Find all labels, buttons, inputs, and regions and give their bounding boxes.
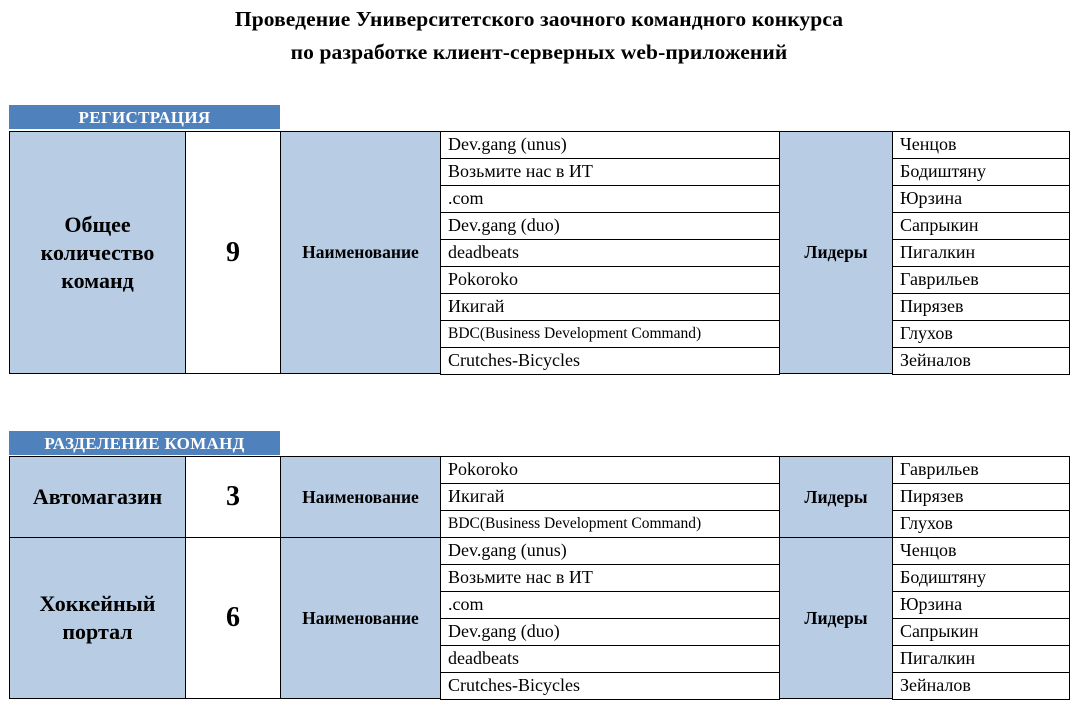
team-name-cell: Crutches-Bicycles bbox=[440, 672, 780, 700]
leader-name-cell: Сапрыкин bbox=[892, 212, 1070, 240]
leader-name-cell: Ченцов bbox=[892, 537, 1070, 565]
total-teams-label: Общее количество команд bbox=[9, 131, 186, 374]
leader-name-cell: Пигалкин bbox=[892, 645, 1070, 673]
team-name-cell: deadbeats bbox=[440, 645, 780, 673]
leader-name-cell: Зейналов bbox=[892, 672, 1070, 700]
team-name-cell: Dev.gang (duo) bbox=[440, 618, 780, 646]
team-name-cell: Pokoroko bbox=[440, 266, 780, 294]
leader-name-cell: Глухов bbox=[892, 320, 1070, 348]
team-name-cell: Dev.gang (duo) bbox=[440, 212, 780, 240]
leader-name-cell: Пирязев bbox=[892, 293, 1070, 321]
leader-name-cell: Глухов bbox=[892, 510, 1070, 538]
team-name-cell: Crutches-Bicycles bbox=[440, 347, 780, 375]
leader-name-cell: Бодиштяну bbox=[892, 564, 1070, 592]
leader-name-cell: Сапрыкин bbox=[892, 618, 1070, 646]
title-line-2: по разработке клиент-серверных web-приложений bbox=[290, 40, 788, 64]
team-name-cell: BDC(Business Development Command) bbox=[440, 320, 780, 348]
group-count-automagazin: 3 bbox=[185, 456, 281, 538]
group-label-automagazin: Автомагазин bbox=[9, 456, 186, 538]
leader-name-cell: Пирязев bbox=[892, 483, 1070, 511]
team-name-cell: .com bbox=[440, 591, 780, 619]
group-name-label: Наименование bbox=[280, 456, 441, 538]
group-count-hockey: 6 bbox=[185, 537, 281, 699]
division-header: РАЗДЕЛЕНИЕ КОМАНД bbox=[9, 431, 280, 455]
leader-name-cell: Зейналов bbox=[892, 347, 1070, 375]
team-name-cell: Возьмите нас в ИТ bbox=[440, 564, 780, 592]
group-leaders-label: Лидеры bbox=[779, 537, 893, 699]
team-name-cell: Возьмите нас в ИТ bbox=[440, 158, 780, 186]
team-name-cell: .com bbox=[440, 185, 780, 213]
page-title bbox=[0, 3, 1078, 69]
team-name-cell: Икигай bbox=[440, 483, 780, 511]
leader-name-cell: Юрзина bbox=[892, 185, 1070, 213]
leader-name-cell: Гаврильев bbox=[892, 266, 1070, 294]
group-leaders-label: Лидеры bbox=[779, 456, 893, 538]
team-name-cell: Dev.gang (unus) bbox=[440, 537, 780, 565]
group-label-hockey: Хоккейный портал bbox=[9, 537, 186, 699]
leader-name-cell: Пигалкин bbox=[892, 239, 1070, 267]
team-name-cell: Pokoroko bbox=[440, 456, 780, 484]
leader-name-cell: Юрзина bbox=[892, 591, 1070, 619]
leader-name-cell: Ченцов bbox=[892, 131, 1070, 159]
team-name-cell: Икигай bbox=[440, 293, 780, 321]
team-name-cell: BDC(Business Development Command) bbox=[440, 510, 780, 538]
team-name-cell: Dev.gang (unus) bbox=[440, 131, 780, 159]
title-line-1: Проведение Университетского заочного командного конкурса bbox=[234, 7, 844, 31]
name-label: Наименование bbox=[280, 131, 441, 374]
group-name-label: Наименование bbox=[280, 537, 441, 699]
leader-name-cell: Гаврильев bbox=[892, 456, 1070, 484]
leaders-label: Лидеры bbox=[779, 131, 893, 374]
total-teams-count: 9 bbox=[185, 131, 281, 374]
team-name-cell: deadbeats bbox=[440, 239, 780, 267]
leader-name-cell: Бодиштяну bbox=[892, 158, 1070, 186]
registration-header: РЕГИСТРАЦИЯ bbox=[9, 105, 280, 129]
